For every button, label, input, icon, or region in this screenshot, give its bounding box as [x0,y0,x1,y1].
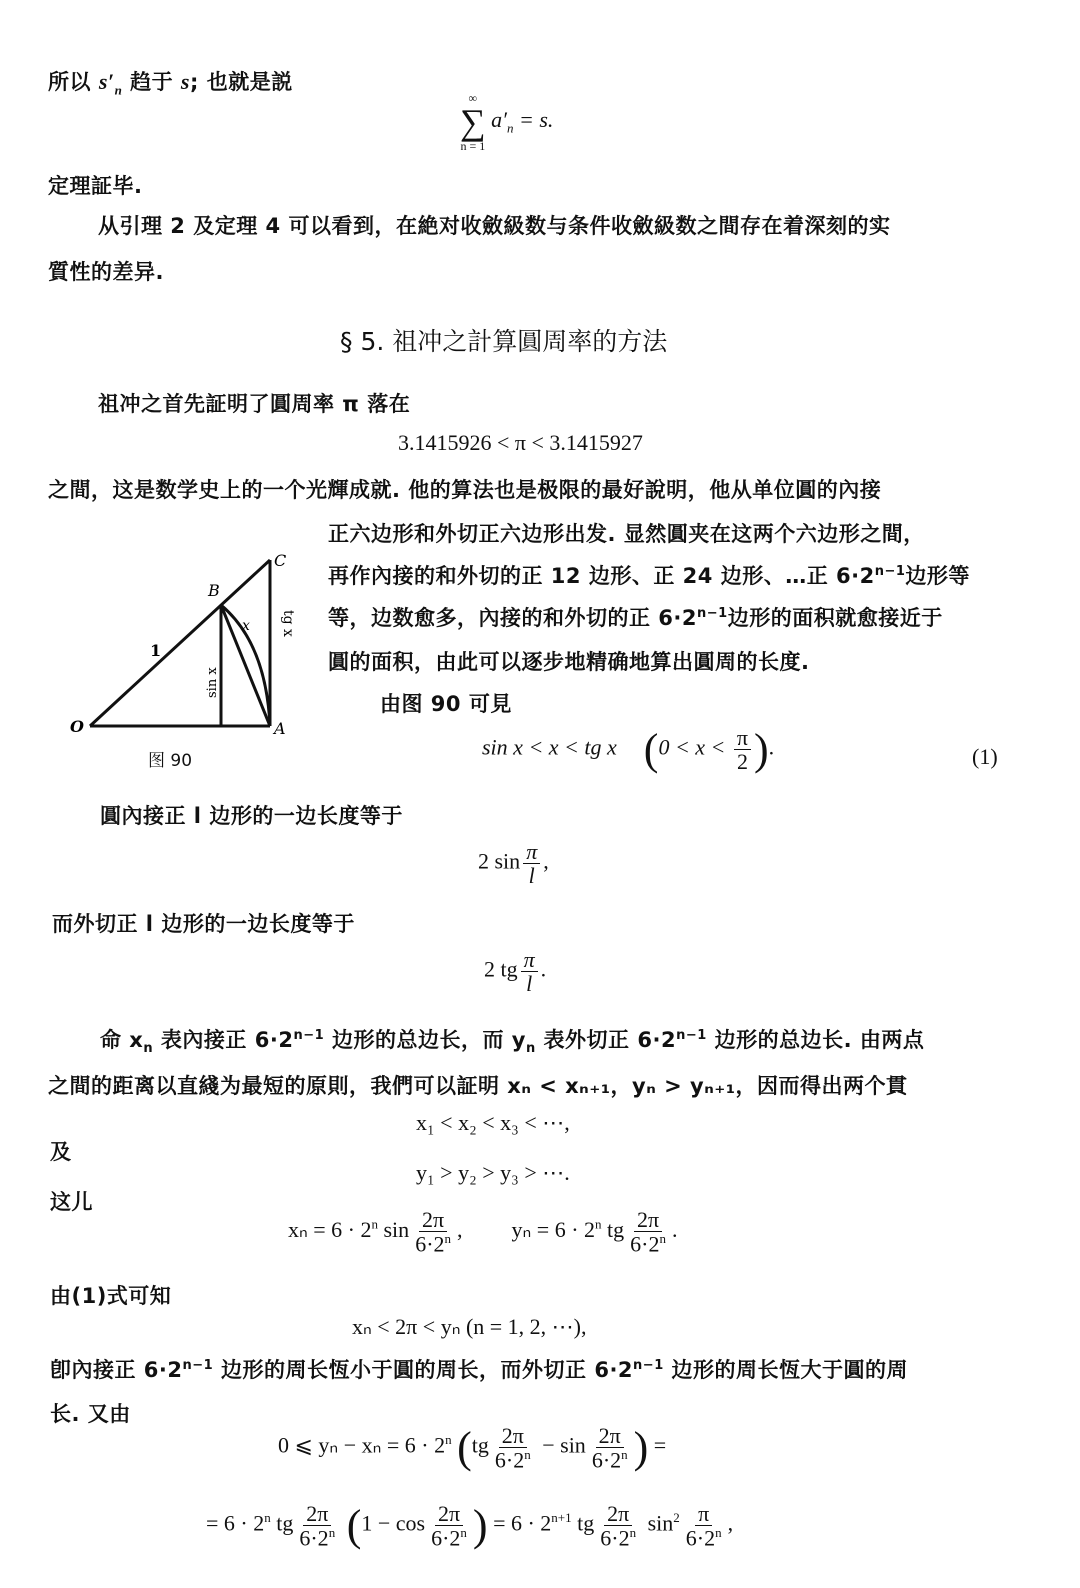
paren-left: ( [346,1501,362,1550]
math-function: sin [642,1510,674,1536]
numerator: 2π [634,1208,662,1232]
paragraph-line [328,602,943,632]
label-sinx: sin x [205,667,220,698]
math-function: sin [378,1216,410,1242]
paren-right: ) [754,725,769,774]
equation-circumscribed-side [484,948,546,995]
math-subscript: n [525,1041,536,1057]
paragraph-line: 之間，这是数学史上的一个光輝成就. 他的算法也是极限的最好說明，他从单位圓的內接 [48,478,882,502]
math-punct: , [727,1510,734,1536]
fraction [492,1424,534,1472]
denominator [492,1448,534,1471]
denominator [428,1526,470,1549]
theorem-end: 定理証毕. [48,174,143,198]
math-superscript: n [621,1446,628,1462]
denominator-base: 6·2 [630,1231,660,1257]
denominator [589,1448,631,1471]
denominator-base: 6·2 [494,1447,525,1473]
denominator: l [528,863,535,889]
numerator: 2π [499,1424,527,1448]
text-segment: 边形的周长恆大于圓的周 [663,1358,909,1382]
math-superscript: n−1 [676,1028,707,1043]
math-superscript: n [460,1524,467,1540]
paren-right: ) [633,1423,649,1472]
numerator: π [734,726,751,750]
text-segment: 边形的总边长. 由两点 [706,1028,925,1052]
equation-number: (1) [972,744,998,769]
text-segment: 卽內接正 6·2 [50,1358,183,1382]
numerator: 2π [419,1208,447,1232]
section-title: § 5. 祖冲之計算圓周率的方法 [340,327,668,356]
paragraph-line [50,1354,908,1384]
denominator-base: 6·2 [600,1525,630,1551]
text-segment: 边形的面积就愈接近于 [727,606,943,630]
math-superscript: n [371,1216,378,1232]
fraction [412,1208,454,1256]
fraction [597,1502,639,1550]
denominator [296,1526,338,1549]
math-function: tg [270,1510,294,1536]
word-and: 及 [50,1140,72,1164]
numerator: π [521,948,538,972]
math-superscript: n−1 [633,1358,664,1373]
denominator-base: 6·2 [415,1231,445,1257]
math-punct: . [671,1216,678,1242]
numerator: π [695,1502,712,1526]
paren-right: ) [472,1501,488,1550]
math-superscript: n [595,1216,602,1232]
paragraph-line [100,1024,924,1056]
text-segment: 表內接正 6·2 [153,1028,294,1052]
text-segment: 表外切正 6·2 [535,1028,677,1052]
fraction [521,948,538,995]
label-1: 1 [150,641,162,660]
text-segment: 边形的总边长，而 y [324,1028,526,1052]
denominator [412,1232,454,1255]
paragraph-line [328,560,970,590]
numerator: 2π [303,1502,331,1526]
math-subscript: n [114,82,123,98]
fraction [683,1502,725,1550]
math-superscript: n [445,1432,452,1448]
text-segment: 趋于 [122,70,181,94]
text-line-convergence [48,66,293,98]
math-superscript: n [444,1231,452,1247]
math-function: − sin [536,1432,586,1458]
paragraph-line: 圓內接正 l 边形的一边长度等于 [100,804,403,828]
math-term: yₙ = 6 · 2 [511,1216,596,1242]
denominator [597,1526,639,1549]
paren-left: ( [643,725,659,774]
denominator-base: 6·2 [299,1525,329,1551]
math-superscript: n [328,1524,336,1540]
math-subscript: n [143,1041,154,1057]
equation-sum [460,92,553,152]
math-punct: . [540,956,547,982]
equation-1 [482,724,774,775]
sigma-operator [460,92,486,152]
math-symbol: a′ [491,107,507,133]
math-term: xₙ = 6 · 2 [288,1216,372,1242]
numerator: 2π [596,1424,624,1448]
math-function: 1 − cos [361,1510,426,1536]
paragraph-line: 圓的面积，由此可以逐步地精确地算出圓周的长度. [328,650,810,674]
label-C: C [274,551,287,570]
text-segment: 命 x [100,1028,144,1052]
sum-upper-limit: ∞ [468,91,478,105]
math-superscript: n [629,1524,637,1540]
paragraph-line: 質性的差异. [48,260,164,284]
sum-term [491,107,514,136]
equation-seq-y: y₁ > y₂ > y₃ > ⋯. [416,1160,570,1185]
paragraph-line: 从引理 2 及定理 4 可以看到，在絶对收斂級数与条件收斂級数之間存在着深刻的实 [98,214,891,238]
text-segment: 边形的周长恆小于圓的周长，而外切正 6·2 [213,1358,634,1382]
text-segment: 等，边数愈多，內接的和外切的正 6·2 [328,606,698,630]
label-tgx: tg x [280,610,296,637]
math-superscript: n [524,1446,531,1462]
math-superscript: n−1 [874,564,906,579]
paragraph-line: 长. 又由 [50,1402,131,1426]
word-here: 这儿 [50,1190,93,1214]
math-punct: , [543,848,549,874]
denominator-base: 6·2 [685,1525,716,1551]
segment-OC [90,560,270,726]
paragraph-line: 祖冲之首先証明了圓周率 π 落在 [98,392,411,416]
figure-caption: 图 90 [148,751,193,771]
math-function: tg [571,1510,595,1536]
fraction [589,1424,631,1472]
denominator [627,1232,669,1255]
denominator: 2 [736,749,748,774]
math-superscript: n−1 [697,606,728,621]
sum-symbol: ∑ [460,102,486,142]
math-punct: , [457,1216,463,1242]
math-symbol: s′ [98,69,115,94]
numerator: 2π [604,1502,632,1526]
math-symbol: s [180,69,190,94]
equation-xn-yn [288,1208,677,1256]
math-function: tg [601,1216,625,1242]
math-inequality: sin x < x < tg x [482,734,617,760]
paragraph-line: 由(1)式可知 [50,1284,172,1308]
equation-difference-1 [278,1422,666,1473]
denominator [683,1526,725,1549]
math-subscript: n [506,120,514,136]
denominator-base: 6·2 [431,1525,461,1551]
text-segment: 再作內接的和外切的正 12 边形、正 24 边形、…正 6·2 [328,564,875,588]
math-superscript: n−1 [182,1358,214,1373]
label-B: B [208,581,220,600]
equation-pi-bounds: 3.1415926 < π < 3.1415927 [398,430,643,455]
equation-bound: xₙ < 2π < yₙ (n = 1, 2, ⋯), [352,1314,587,1339]
fraction [296,1502,338,1550]
math-rhs: = s. [513,107,554,133]
math-superscript: n [715,1524,722,1540]
math-superscript: 2 [673,1510,680,1526]
label-A: A [274,719,286,738]
text-segment: 所以 [48,70,99,94]
sum-lower-limit: n = 1 [460,139,486,153]
math-term: = 6 · 2 [206,1510,265,1536]
figure-90-diagram [66,548,306,748]
paragraph-line: 之間的距离以直綫为最短的原則，我們可以証明 xₙ < xₙ₊₁，yₙ > yₙ₊₁，因而得出两个貫 [48,1074,908,1098]
fraction [523,840,540,887]
math-term: 2 sin [478,848,521,874]
paragraph-line: 而外切正 l 边形的一边长度等于 [52,912,355,936]
denominator-base: 6·2 [591,1447,622,1473]
math-term: 2 tg [484,956,518,982]
fraction [734,726,751,773]
text-segment: 边形等 [905,564,970,588]
numerator: π [523,840,540,864]
math-function: tg [471,1432,489,1458]
math-punct: = [648,1432,667,1458]
math-punct: . [768,734,775,760]
math-term: 0 ⩽ yₙ − xₙ = 6 · 2 [278,1432,446,1458]
fraction [428,1502,470,1550]
equation-seq-x: x₁ < x₂ < x₃ < ⋯, [416,1110,570,1135]
math-superscript: n−1 [293,1028,325,1043]
math-superscript: n [264,1510,271,1526]
math-condition: 0 < x < [658,734,731,760]
equation-inscribed-side [478,840,549,887]
text-segment: ; 也就是説 [189,70,293,94]
paragraph-line: 由图 90 可見 [380,692,512,716]
math-s-prime [98,69,123,98]
math-superscript: n [659,1231,666,1247]
fraction [627,1208,669,1256]
math-term: = 6 · 2 [487,1510,552,1536]
denominator: l [526,971,533,997]
equation-difference-2 [206,1500,733,1551]
label-O: O [70,717,84,736]
paren-left: ( [457,1423,472,1472]
numerator: 2π [435,1502,463,1526]
paragraph-line: 正六边形和外切正六边形出发. 显然圓夹在这两个六边形之間， [328,522,925,546]
math-superscript: n+1 [551,1510,572,1526]
label-x: x [242,618,250,634]
